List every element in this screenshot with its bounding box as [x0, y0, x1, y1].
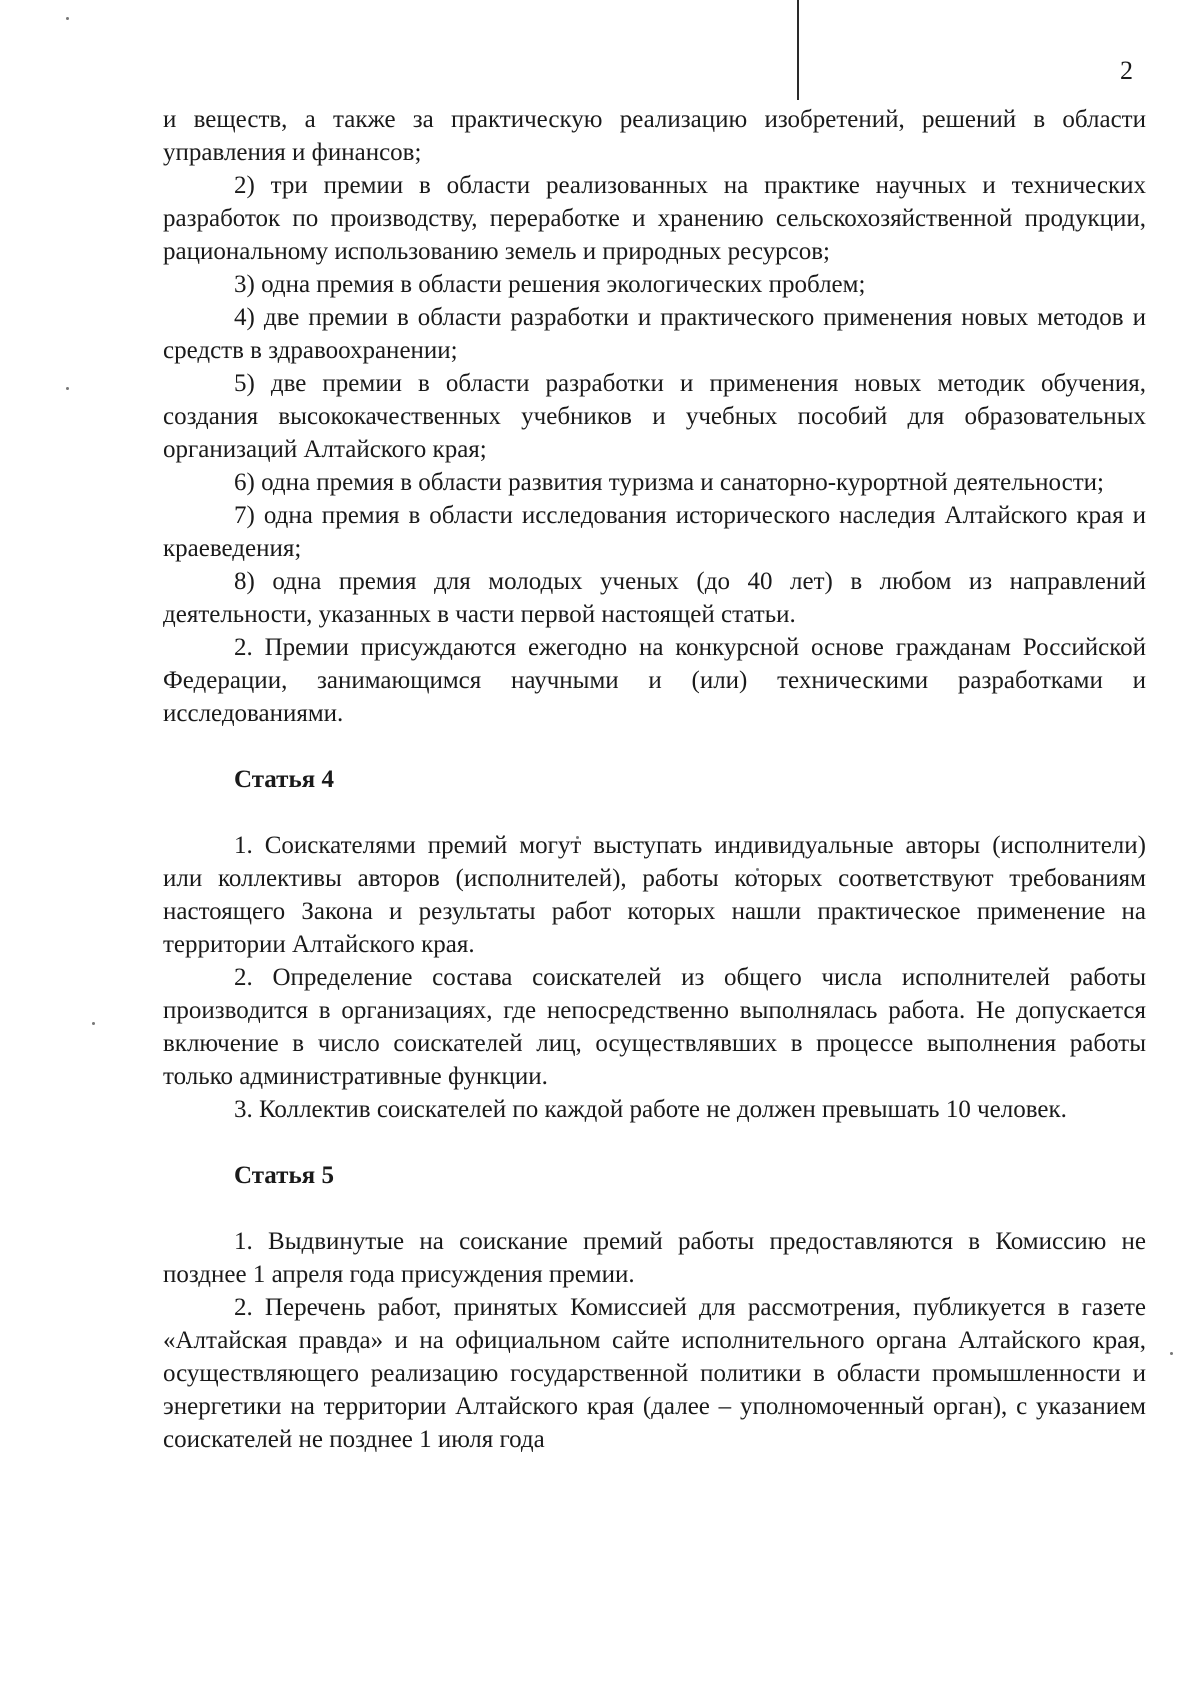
scan-speck	[1170, 1352, 1173, 1355]
paragraph: 1. Выдвинутые на соискание премий работы предоставляются в Комиссию не позднее 1 апреля года присуждения премии.	[163, 1228, 1146, 1288]
scan-speck	[66, 17, 69, 20]
list-item: 5) две премии в области разработки и применения новых методик обучения, создания высококачественных учебников и учебных пособий для образовательных организаций Алтайского края;	[163, 370, 1146, 463]
list-item: 4) две премии в области разработки и практического применения новых методов и средств в здравоохранении;	[163, 304, 1146, 364]
document-body	[163, 103, 1146, 1456]
list-item: 8) одна премия для молодых ученых (до 40 лет) в любом из направлений деятельности, указанных в части первой настоящей статьи.	[163, 568, 1146, 628]
list-item: 3) одна премия в области решения экологических проблем;	[234, 271, 866, 298]
paragraph: 2. Премии присуждаются ежегодно на конкурсной основе гражданам Российской Федерации, занимающимся научными и (или) техническими разработками и исследованиями.	[163, 634, 1146, 727]
scan-speck	[92, 1022, 95, 1025]
page-number: 2	[1120, 56, 1133, 85]
list-item: 6) одна премия в области развития туризма и санаторно-курортной деятельности;	[234, 469, 1105, 496]
article-4-heading: Статья 4	[234, 766, 334, 793]
scan-fold-line	[797, 0, 799, 100]
paragraph: 2. Перечень работ, принятых Комиссией для рассмотрения, публикуется в газете «Алтайская правда» и на официальном сайте исполнительного органа Алтайского края, осуществляющего реализацию государственной политики в области промышленности и энергетики на территории Алтайского края (далее – уполномоченный орган), с указанием соискателей не позднее 1 июля года	[163, 1294, 1146, 1453]
paragraph: и веществ, а также за практическую реализацию изобретений, решений в области управления и финансов;	[163, 106, 1146, 166]
list-item: 2) три премии в области реализованных на практике научных и технических разработок по производству, переработке и хранению сельскохозяйственной продукции, рациональному использованию земель и природных ресурсов;	[163, 172, 1146, 265]
article-5-heading: Статья 5	[234, 1162, 334, 1189]
scan-speck	[66, 387, 69, 390]
paragraph: 1. Соискателями премий могут выступать индивидуальные авторы (исполнители) или коллективы авторов (исполнителей), работы которых соответствуют требованиям настоящего Закона и результаты работ которых нашли практическое применение на территории Алтайского края.	[163, 832, 1146, 958]
paragraph: 3. Коллектив соискателей по каждой работе не должен превышать 10 человек.	[234, 1096, 1067, 1123]
list-item: 7) одна премия в области исследования исторического наследия Алтайского края и краеведения;	[163, 502, 1146, 562]
paragraph: 2. Определение состава соискателей из общего числа исполнителей работы производится в организациях, где непосредственно выполнялась работа. Не допускается включение в число соискателей лиц, осуществлявших в процессе выполнения работы только административные функции.	[163, 964, 1146, 1090]
